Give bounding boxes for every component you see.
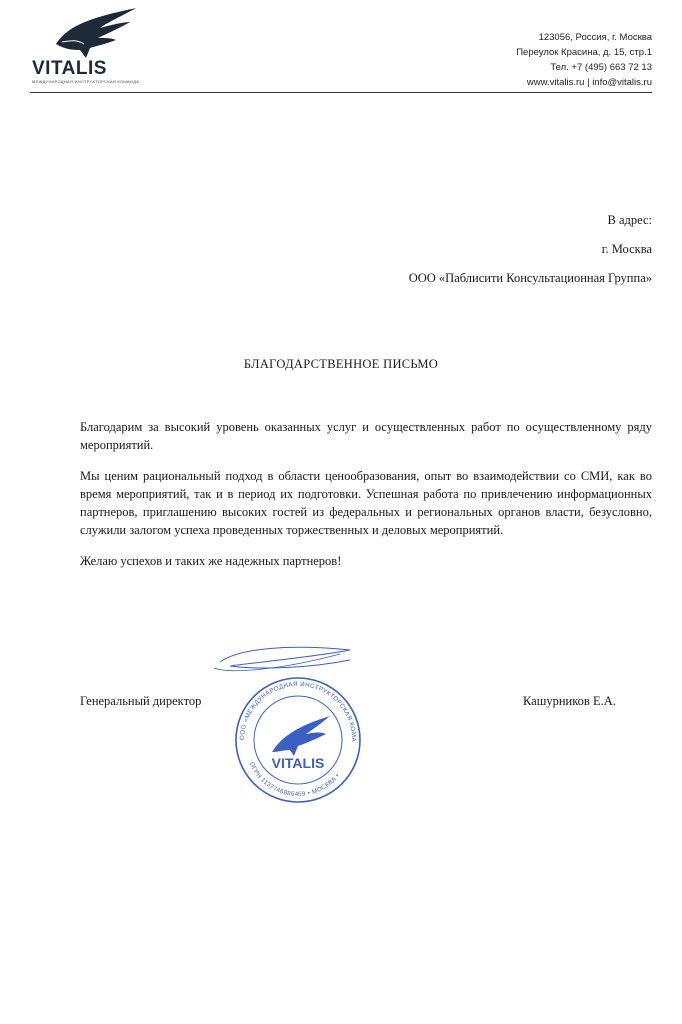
contact-web-line: www.vitalis.ru | info@vitalis.ru bbox=[526, 77, 652, 88]
company-contacts bbox=[516, 30, 652, 90]
header-divider bbox=[30, 92, 652, 93]
signature-name: Кашурников Е.А. bbox=[523, 694, 616, 708]
paragraph-3: Желаю успехов и таких же надежных партнеров! bbox=[80, 554, 342, 568]
seal-graphic bbox=[200, 640, 385, 810]
brand-subtitle: МЕЖДУНАРОДНАЯ ИНСТРУКТОРСКАЯ КОМАНДА bbox=[32, 79, 140, 84]
seal-brand: VITALIS bbox=[271, 755, 325, 771]
letter-title: БЛАГОДАРСТВЕННОЕ ПИСЬМО bbox=[243, 357, 439, 371]
brand-name: VITALIS bbox=[32, 58, 107, 79]
contact-street-line: Переулок Красина, д. 15, стр.1 bbox=[516, 47, 652, 58]
contact-address-line: 123056, Россия, г. Москва bbox=[538, 32, 652, 43]
eagle-icon bbox=[48, 6, 140, 62]
paragraph-2: Мы ценим рациональный подход в области ценообразования, опыт во взаимодействии со СМИ, как во время мероприятий, так и в период их подготовки. Успешная работа по привлечению информационных партнеров, приглашению высоких гостей из федеральных и региональных органов власти, безусловно, служили залогом успеха проведенных торжественных и деловых мероприятий. bbox=[80, 469, 652, 537]
contact-phone-line: Тел. +7 (495) 663 72 13 bbox=[550, 62, 652, 73]
company-seal bbox=[200, 640, 385, 810]
signature-position: Генеральный директор bbox=[80, 694, 202, 708]
company-logo bbox=[30, 6, 160, 86]
paragraph-1: Благодарим за высокий уровень оказанных услуг и осуществленных работ по осуществленному ряду мероприятий. bbox=[80, 420, 652, 452]
address-company: ООО «Паблисити Консультационная Группа» bbox=[408, 271, 652, 285]
letter-body bbox=[80, 418, 652, 583]
seal-lower-text: ОГРН 1137746886459 • МОСКВА • bbox=[247, 761, 342, 799]
address-label: В адрес: bbox=[607, 213, 652, 227]
address-city: г. Москва bbox=[601, 242, 652, 256]
recipient-address bbox=[409, 206, 652, 293]
seal-ring-text: ООО «МЕЖДУНАРОДНАЯ ИНСТРУКТОРСКАЯ КОМА bbox=[238, 680, 358, 743]
